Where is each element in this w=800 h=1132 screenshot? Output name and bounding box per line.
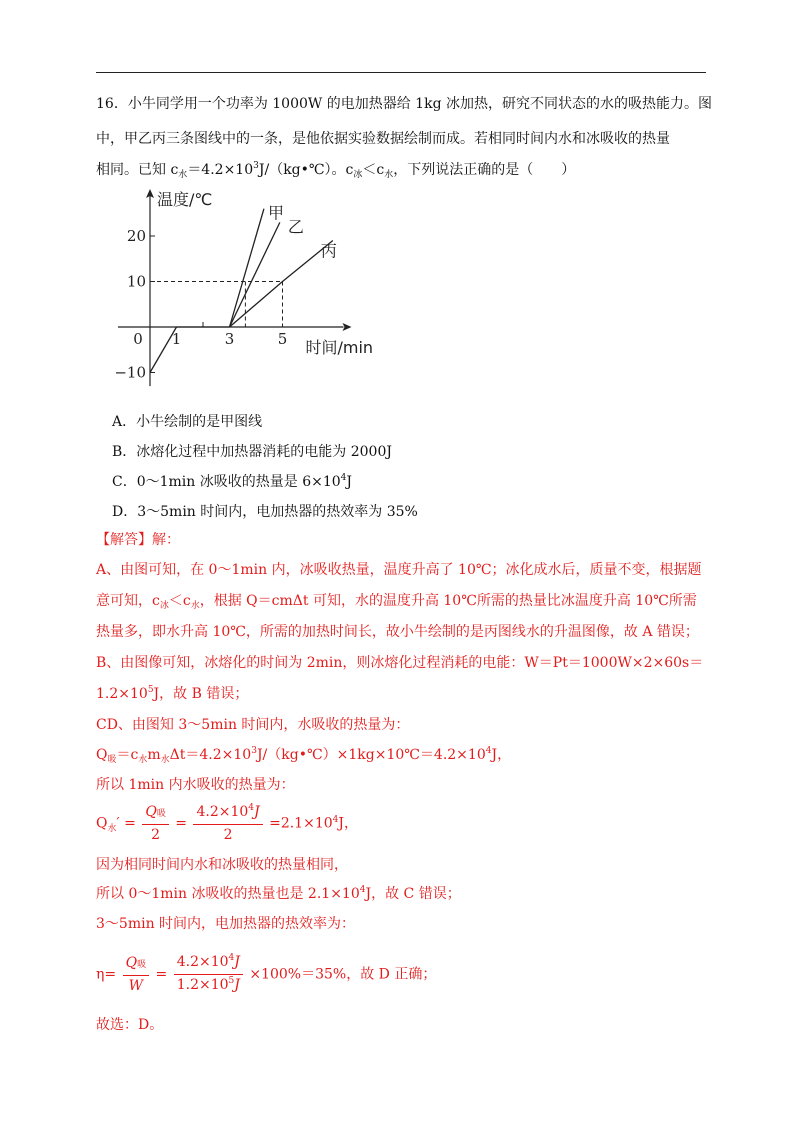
header-rule	[96, 72, 706, 73]
x-tick-label: 5	[277, 330, 288, 348]
answer-final: 故选：D。	[96, 1017, 164, 1033]
answer-cd-line-2: $Q_吸=c_水m_水\Delta t=4.2\times 10^3J/(kg•℃)\times 1kg\times 10℃=4.2\times 10^4J$，	[96, 746, 512, 765]
formula-water-per-minute: $Q_水'$ = $\frac{\text{Q吸}}{2}$ = $\frac{4.2\times 10^4J}{2}$ $=2.1\times 10^4J$，	[96, 803, 358, 843]
question-line-1: 16．小牛同学用一个功率为 1000W 的电加热器给 1kg 冰加热，研究不同状态的水的吸热能力。图	[96, 96, 712, 112]
answer-b-line-1: B、由图像可知，冰熔化的时间为 2min，则冰熔化过程消耗的电能：W＝Pt＝1000W×2×60s＝	[96, 655, 704, 671]
x-tick-label: 3	[224, 330, 235, 348]
series-label-甲: 甲	[267, 203, 284, 223]
option-b: B．冰熔化过程中加热器消耗的电能为 2000J	[112, 444, 392, 460]
graph-guides	[150, 282, 283, 328]
answer-c-line-2: 所以 0～1min 冰吸收的热量也是 $2.1\times 10^4J$，故 C 错误；	[96, 885, 461, 902]
x-tick-label: 0	[133, 330, 143, 348]
answer-heading: 【解答】解：	[96, 532, 180, 548]
answer-c-line-1: 因为相同时间内水和冰吸收的热量相同，	[96, 857, 348, 873]
series-label-丙: 丙	[320, 241, 337, 261]
y-axis-title: 温度/℃	[157, 190, 213, 209]
answer-d-line-1: 3～5min 时间内，电加热器的热效率为：	[96, 916, 356, 932]
question-line-3: 相同。已知 $c_水=4.2\times 10^3J/(kg•℃)$。$c_冰<c_水$，下列说法正确的是（ ）	[96, 161, 576, 180]
option-a: A．小牛绘制的是甲图线	[112, 414, 263, 430]
graph-labels	[114, 190, 373, 382]
question-line-2: 中，甲乙丙三条图线中的一条，是他依据实验数据绘制而成。若相同时间内水和冰吸收的热量	[96, 131, 670, 147]
option-d: D．3～5min 时间内，电加热器的热效率为 35%	[112, 504, 418, 520]
answer-cd-line-3: 所以 1min 内水吸收的热量为：	[96, 777, 295, 793]
temperature-time-graph	[110, 185, 430, 390]
formula-efficiency: η= $\frac{\text{Q吸}}{W}$ = $\frac{4.2\times 10^4J}{1.2\times 10^5J}$ ×100%＝35%，故 D 正确；	[96, 953, 437, 994]
series-line-乙	[230, 222, 280, 327]
y-tick-label: 20	[126, 227, 146, 245]
option-c: C．0～1min 冰吸收的热量是 $6\times 10^4J$	[112, 473, 353, 490]
x-axis-arrow	[343, 323, 352, 331]
answer-a-line-3: 热量多，即水升高 10℃，所需的加热时间长，故小牛绘制的是丙图线水的升温图像，故 A 错误；	[96, 624, 699, 640]
answer-a-line-2: 意可知，$c_冰<c_水$，根据 Q＝cmΔt 可知，水的温度升高 10℃所需的热量比冰温度升高 10℃所需	[96, 593, 697, 611]
answer-b-line-2: $1.2\times 10^5J$，故 B 错误；	[96, 685, 249, 702]
y-tick-label: −10	[114, 363, 146, 382]
series-label-乙: 乙	[287, 217, 304, 237]
y-tick-label: 10	[126, 272, 146, 291]
x-tick-label: 1	[171, 330, 182, 348]
series-line-甲	[230, 209, 264, 327]
answer-a-line-1: A、由图可知，在 0～1min 内，冰吸收热量，温度升高了 10℃；冰化成水后，质量不变，根据题	[96, 562, 702, 578]
answer-cd-line-1: CD、由图知 3～5min 时间内，水吸收的热量为：	[96, 717, 410, 733]
x-axis-title: 时间/min	[305, 338, 374, 357]
